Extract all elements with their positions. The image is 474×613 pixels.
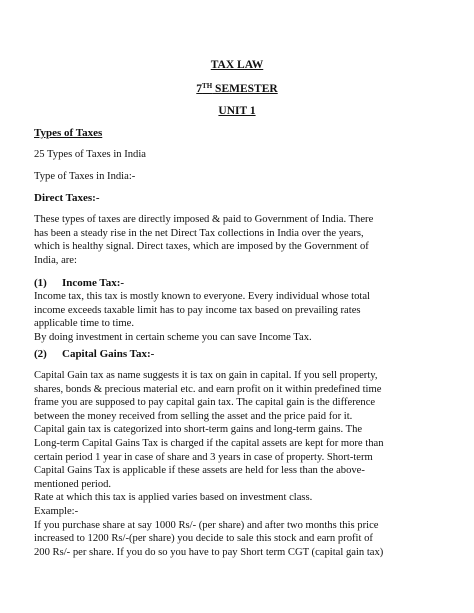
paragraph-line: certain period 1 year in case of share and 3 years in case of property. Short-term — [34, 451, 373, 463]
section-subtitle: 25 Types of Taxes in India — [34, 149, 146, 160]
paragraph-line: shares, bonds & precious material etc. and earn profit on it within predefined time — [34, 383, 382, 395]
paragraph-line: between the money received from selling the asset and the price paid for it. — [34, 410, 353, 422]
paragraph-line: Capital Gains Tax is applicable if these assets are held for less than the above- — [34, 465, 365, 477]
paragraph-line: India, are: — [34, 254, 77, 266]
paragraph-line: These types of taxes are directly imposed & paid to Government of India. There — [34, 214, 374, 225]
section-intro: Type of Taxes in India:- — [34, 171, 136, 182]
paragraph-line: If you purchase share at say 1000 Rs/- (per share) and after two months this price — [34, 519, 379, 531]
paragraph-line: frame you are supposed to pay capital gain tax. The capital gain is the difference — [34, 397, 376, 409]
semester-number: 7 — [196, 83, 203, 95]
semester-superscript: TH — [202, 82, 213, 90]
paragraph-line: Example:- — [34, 505, 79, 517]
paragraph-line: mentioned period. — [34, 478, 112, 490]
income-tax-title: Income Tax:- — [62, 277, 125, 289]
income-tax-number: (1) — [34, 277, 47, 289]
paragraph-line: Rate at which this tax is applied varies based on investment class. — [34, 492, 313, 504]
paragraph-line: applicable time to time. — [34, 318, 135, 330]
direct-taxes-heading: Direct Taxes:- — [34, 192, 100, 204]
paragraph-line: increased to 1200 Rs/-(per share) you decide to sale this stock and earn profit of — [34, 533, 373, 545]
paragraph-line: By doing investment in certain scheme you can save Income Tax. — [34, 331, 312, 343]
section-title: Types of Taxes — [34, 127, 103, 139]
paragraph-line: which is healthy signal. Direct taxes, which are imposed by the Government of — [34, 241, 369, 253]
paragraph-line: has been a steady rise in the net Direct Tax collections in India over the years, — [34, 227, 364, 239]
paragraph-line: Long-term Capital Gains Tax is charged if the capital assets are kept for more than — [34, 437, 384, 449]
paragraph-line: Capital gain tax is categorized into short-term gains and long-term gains. The — [34, 424, 363, 436]
semester-heading — [0, 82, 474, 96]
paragraph-line: income exceeds taxable limit has to pay income tax based on prevailing rates — [34, 304, 361, 316]
direct-taxes-paragraph — [34, 213, 444, 267]
capital-gains-title: Capital Gains Tax:- — [62, 348, 155, 360]
income-tax-paragraph — [34, 290, 444, 344]
income-tax-heading — [34, 277, 444, 291]
paragraph-line: Income tax, this tax is mostly known to everyone. Every individual whose total — [34, 291, 370, 302]
unit-heading: UNIT 1 — [218, 105, 256, 117]
semester-word: SEMESTER — [212, 83, 278, 95]
paragraph-line: 200 Rs/- per share. If you do so you have to pay Short term CGT (capital gain tax) — [34, 546, 384, 558]
capital-gains-number: (2) — [34, 348, 47, 360]
paragraph-line: Capital Gain tax as name suggests it is tax on gain in capital. If you sell property, — [34, 370, 378, 381]
capital-gains-heading — [34, 348, 444, 362]
capital-gains-paragraph — [34, 369, 444, 559]
document-title: TAX LAW — [210, 59, 264, 71]
